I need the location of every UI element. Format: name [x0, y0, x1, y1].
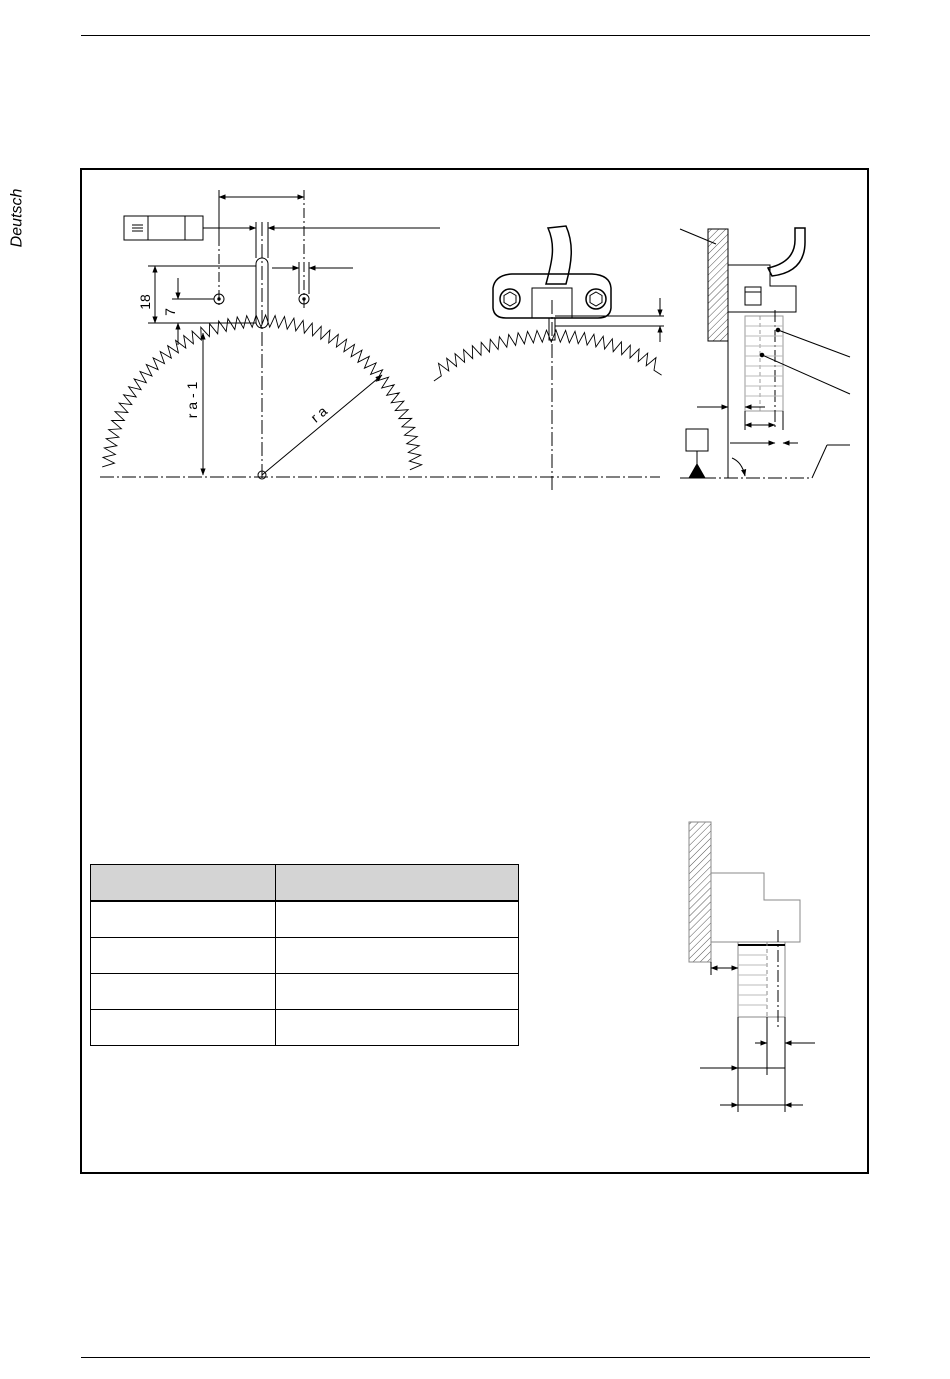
table-cell	[91, 1010, 276, 1046]
dim-18-label: 18	[137, 294, 153, 310]
table-cell	[276, 938, 519, 974]
view-gear-front	[100, 190, 440, 480]
table-row	[91, 938, 519, 974]
ra-minus-1-label: r a - 1	[184, 381, 200, 419]
table-header-cell	[276, 865, 519, 902]
datum-box	[686, 429, 708, 451]
radius-ra-line	[262, 375, 382, 475]
table-header-cell	[91, 865, 276, 902]
detail-bracket	[711, 873, 800, 942]
table-cell	[276, 901, 519, 938]
table-cell	[91, 974, 276, 1010]
table-cell	[276, 1010, 519, 1046]
view-detail	[689, 822, 815, 1112]
table-header-row	[91, 865, 519, 902]
table-cell	[91, 901, 276, 938]
ra-label: r a	[307, 402, 331, 426]
side-cable	[768, 228, 805, 276]
dim-7-label: 7	[162, 308, 178, 316]
sensor-cable	[546, 226, 571, 284]
spec-table	[90, 864, 519, 1046]
table-row	[91, 1010, 519, 1046]
table-cell	[91, 938, 276, 974]
table-row	[91, 901, 519, 938]
table-row	[91, 974, 519, 1010]
view-sensor-housing	[430, 226, 664, 490]
detail-wall	[689, 822, 711, 962]
language-tab-label: Deutsch	[8, 188, 26, 248]
mounting-wall	[708, 229, 728, 341]
datum-triangle	[689, 464, 705, 478]
table-cell	[276, 974, 519, 1010]
view-side-bracket	[680, 228, 850, 478]
gear-teeth-middle	[434, 330, 662, 381]
